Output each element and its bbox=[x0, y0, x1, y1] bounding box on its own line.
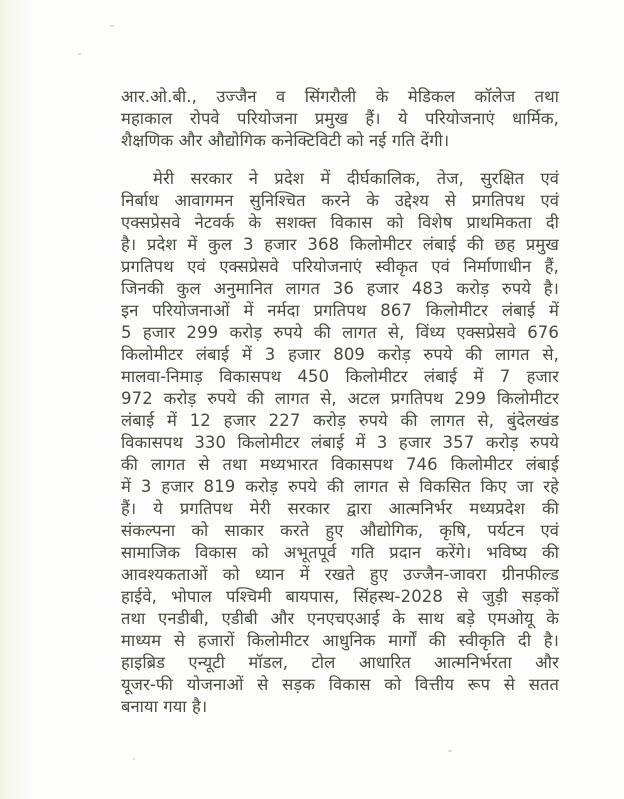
text-line: आवश्यकताओं को ध्यान में रखते हुए उज्जैन-जावरा ग्रीनफील्ड bbox=[121, 565, 559, 584]
text-line: शैक्षणिक और औद्योगिक कनेक्टिविटी को नई गति देंगी। bbox=[121, 131, 450, 150]
text-line: माध्यम से हजारों किलोमीटर आधुनिक मार्गों की स्वीकृति दी है। bbox=[121, 631, 559, 650]
scan-speckle bbox=[233, 132, 238, 134]
text-line: मेरी सरकार ने प्रदेश में दीर्घकालिक, तेज, सुरक्षित एवं bbox=[153, 169, 559, 188]
scan-speckle bbox=[133, 758, 135, 760]
paragraph-2 bbox=[121, 168, 559, 718]
text-line: एक्सप्रेसवे नेटवर्क के सशक्त विकास को विशेष प्राथमिकता दी bbox=[121, 213, 559, 232]
text-line: सामाजिक विकास को अभूतपूर्व गति प्रदान करेंगे। भविष्य की bbox=[121, 543, 559, 562]
document-body bbox=[121, 86, 559, 718]
text-line: में 3 हजार 819 करोड़ रुपये की लागत से विकसित किए जा रहे bbox=[121, 477, 559, 496]
text-line: इन परियोजनाओं में नर्मदा प्रगतिपथ 867 किलोमीटर लंबाई में bbox=[121, 301, 559, 320]
scan-speckle bbox=[448, 750, 452, 752]
text-line: महाकाल रोपवे परियोजना प्रमुख हैं। ये परियोजनाएं धार्मिक, bbox=[121, 109, 559, 128]
scan-speckle bbox=[110, 25, 114, 27]
text-line: हाईवे, भोपाल पश्चिमी बायपास, सिंहस्थ-2028 से जुड़ी सड़कों bbox=[121, 587, 559, 606]
text-line: हैं। ये प्रगतिपथ मेरी सरकार द्वारा आत्मनिर्भर मध्यप्रदेश की bbox=[121, 499, 559, 518]
paragraph-1 bbox=[121, 86, 559, 152]
text-line: मालवा-निमाड़ विकासपथ 450 किलोमीटर लंबाई में 7 हजार bbox=[121, 367, 559, 386]
text-line: है। प्रदेश में कुल 3 हजार 368 किलोमीटर लंबाई की छह प्रमुख bbox=[121, 235, 559, 254]
text-line: हाइब्रिड एन्यूटी मॉडल, टोल आधारित आत्मनिर्भरता और bbox=[121, 653, 559, 672]
text-line: 5 हजार 299 करोड़ रुपये की लागत से, विंध्य एक्सप्रेसवे 676 bbox=[121, 323, 559, 342]
text-line: आर.ओ.बी., उज्जैन व सिंगरौली के मेडिकल कॉलेज तथा bbox=[121, 87, 559, 106]
text-line: विकासपथ 330 किलोमीटर लंबाई में 3 हजार 357 करोड़ रुपये bbox=[121, 433, 559, 452]
text-line: लंबाई में 12 हजार 227 करोड़ रुपये की लागत से, बुंदेलखंड bbox=[121, 411, 559, 430]
text-line: संकल्पना को साकार करते हुए औद्योगिक, कृषि, पर्यटन एवं bbox=[121, 521, 559, 540]
text-line: बनाया गया है। bbox=[121, 697, 208, 716]
text-line: की लागत से तथा मध्यभारत विकासपथ 746 किलोमीटर लंबाई bbox=[121, 455, 559, 474]
text-line: प्रगतिपथ एवं एक्सप्रेसवे परियोजनाएं स्वीकृत एवं निर्माणाधीन हैं, bbox=[121, 257, 559, 276]
text-line: तथा एनडीबी, एडीबी और एनएचएआई के साथ बड़े एमओयू के bbox=[121, 609, 559, 628]
text-line: किलोमीटर लंबाई में 3 हजार 809 करोड़ रुपये की लागत से, bbox=[121, 345, 559, 364]
text-line: 972 करोड़ रुपये की लागत से, अटल प्रगतिपथ 299 किलोमीटर bbox=[121, 389, 559, 408]
text-line: जिनकी कुल अनुमानित लागत 36 हजार 483 करोड़ रुपये है। bbox=[121, 279, 559, 298]
scan-speckle bbox=[78, 53, 81, 55]
text-line: निर्बाध आवागमन सुनिश्चित करने के उद्देश्य से प्रगतिपथ एवं bbox=[121, 191, 559, 210]
text-line: यूजर-फी योजनाओं से सड़क विकास को वित्तीय रूप से सतत bbox=[121, 675, 559, 694]
